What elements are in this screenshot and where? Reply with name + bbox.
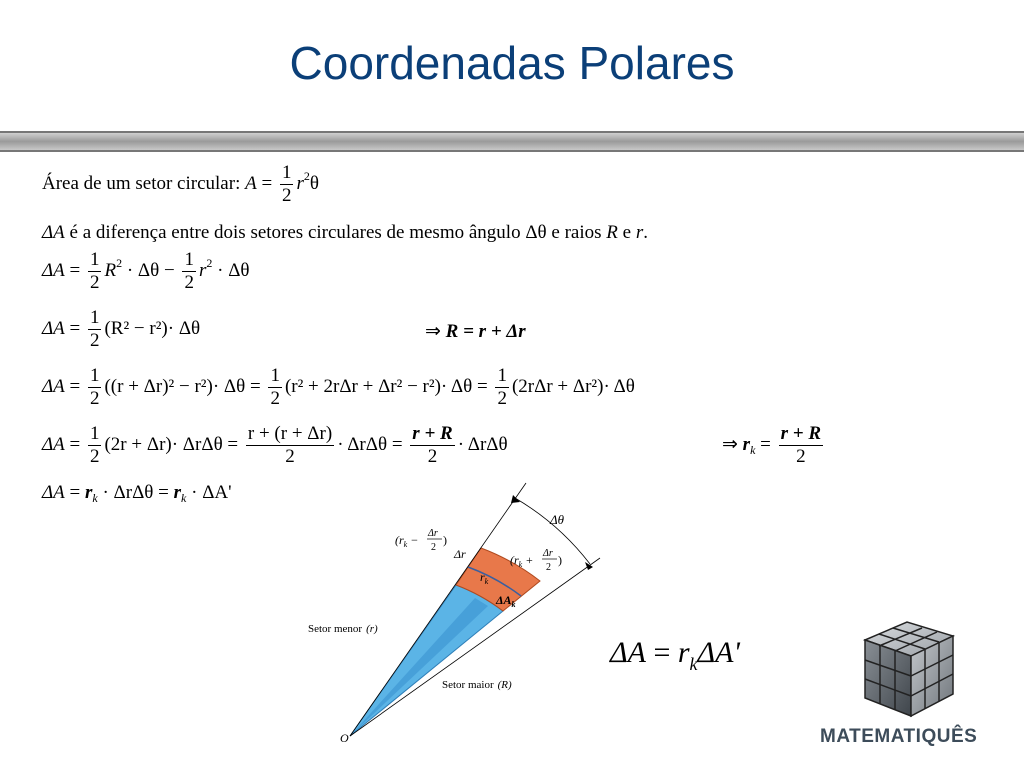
var-r: r [296,172,304,194]
expression: (R² − r²)· Δθ [104,317,201,339]
equation-line-6: ΔA = $\frac{1}{2}$ (2r + Δr)· ΔrΔθ = $\frac{r + (r + \Delta r)}{2}$ · ΔrΔθ = $\frac{r + R}{2}$ · ΔrΔθ [42,423,508,467]
sector-area-formula [42,163,319,206]
statement-text: é a diferença entre dois setores circulares de mesmo ângulo [69,222,521,243]
fraction-half: $\frac{1}{2}$ [89,249,100,293]
logo-text: MATEMATIQUÊS [820,726,978,747]
equation-line-3: ΔA = $\frac{1}{2}$ $R^2 \cdot \Delta\theta$ − $\frac{1}{2}$ $r^2 \cdot \Delta\theta$ [42,249,250,293]
and-text: e [622,222,632,243]
var-big-r: R [606,222,618,243]
final-equation: $\Delta A = r_k\Delta A'$ [610,636,740,674]
exponent: 2 [303,168,310,183]
delta-theta-label: Δθ [550,512,565,527]
statement-text-2: e raios [551,222,602,243]
sector-diagram [300,478,610,748]
equation-line-5: ΔA = $\frac{1}{2}$ ((r + Δr)² − r²)· Δθ = $\frac{1}{2}$ (r² + 2rΔr + Δr² − r²)· Δθ = $\frac{1}{2}$ (2rΔr + Δr²)· Δθ [42,365,635,409]
angle-arrow-1 [511,495,520,503]
delta-a: ΔA [42,222,65,243]
fraction-half: $\frac{1}{2}$ [89,423,100,467]
var-r: r [635,222,644,243]
equals-sign: = [261,172,273,194]
equation-line-4: ΔA = $\frac{1}{2}$ (R² − r²)· Δθ [42,307,201,351]
delta-r-label: Δr [454,547,466,561]
rk-minus-label: ($r_k$ − [395,533,419,549]
title-divider [0,133,1024,150]
sector-area-text: Área de um setor circular: [42,172,241,194]
fraction-half: $\frac{1}{2}$ [89,307,100,351]
rk-minus-num: Δr [428,528,438,539]
slide-title: Coordenadas Polares [289,37,735,89]
implication-rk: ⇒ $r_k$ = $\frac{r + R}{2}$ [722,423,822,467]
origin-label: O [340,731,349,745]
setor-menor-label: Setor menor (r) [308,623,378,635]
difference-statement: ΔA é a diferença entre dois setores circulares de mesmo ângulo Δθ e raios R e r. [42,222,648,243]
implication-r: ⇒ R = r + Δr [425,321,526,342]
fraction-half: $\frac{1}{2}$ [281,162,292,206]
fraction-rk: $\frac{r + R}{2}$ [780,423,822,467]
fraction-half: $\frac{1}{2}$ [184,249,194,293]
var-a: A [245,172,257,194]
rubiks-cube-icon [855,612,965,722]
delta-theta: Δθ [525,222,547,243]
rk-plus-num: Δr [543,548,553,559]
rk-plus-den: 2 [546,562,551,573]
delta-ak-label: $\Delta A_k$ [496,593,516,609]
theta: θ [309,172,319,194]
rk-minus-close: ) [443,533,447,547]
equation-line-7: $\Delta A = r_k \cdot \Delta r\Delta\theta = r_k \cdot \Delta A'$ [42,482,232,505]
fraction-half: $\frac{1}{2}$ [270,365,280,409]
fraction-r-plus-r: $\frac{r + R}{2}$ [412,423,453,467]
fraction-half: $\frac{1}{2}$ [89,365,100,409]
rk-label: $r_k$ [480,570,489,586]
rk-plus-close: ) [558,553,562,567]
fraction-sum: $\frac{r + (r + \Delta r)}{2}$ [247,423,333,467]
rk-minus-den: 2 [431,542,436,553]
rk-plus-label: ($r_k$ + [510,553,534,569]
inner-sector-shade [350,598,488,736]
fraction-half: $\frac{1}{2}$ [497,365,507,409]
setor-maior-label: Setor maior (R) [442,679,512,691]
